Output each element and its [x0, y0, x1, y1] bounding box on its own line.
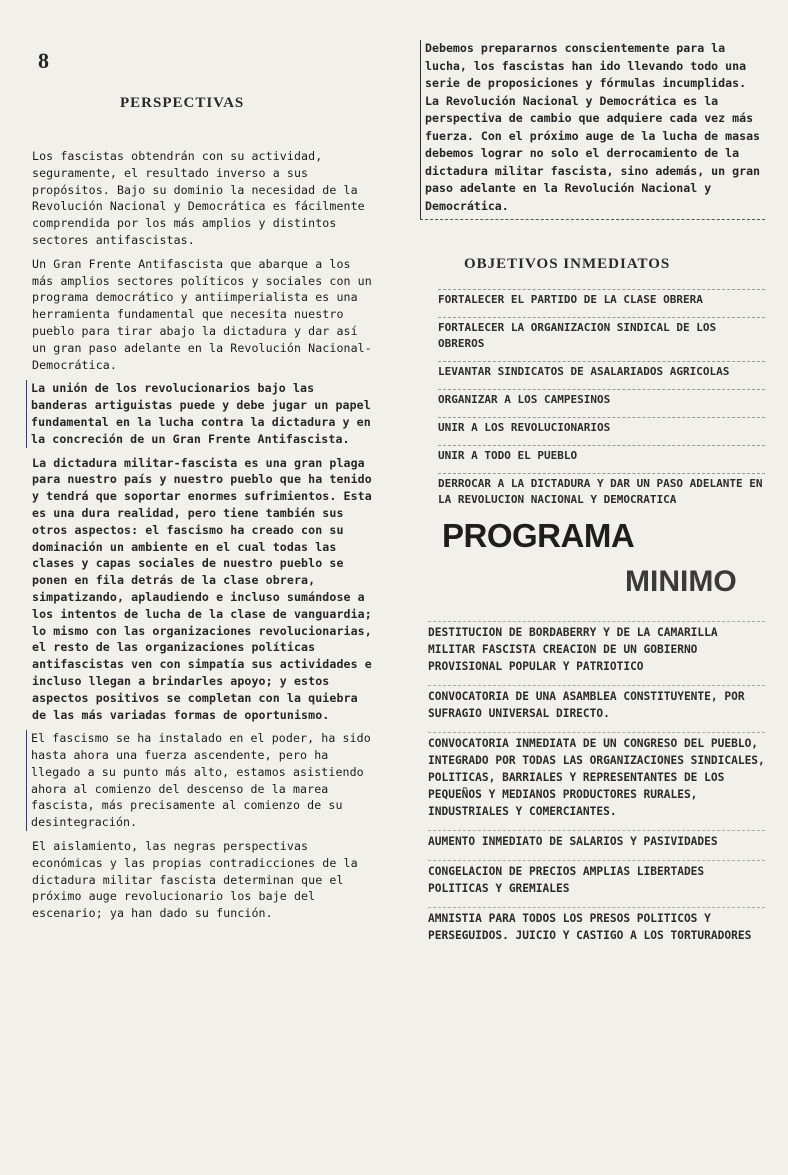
program-item: CONVOCATORIA DE UNA ASAMBLEA CONSTITUYENTE, POR SUFRAGIO UNIVERSAL DIRECTO. [428, 685, 765, 722]
objective-item: UNIR A TODO EL PUEBLO [438, 445, 765, 464]
objective-item: DERROCAR A LA DICTADURA Y DAR UN PASO ADELANTE EN LA REVOLUCION NACIONAL Y DEMOCRATICA [438, 473, 765, 508]
paragraph: El fascismo se ha instalado en el poder, ha sido hasta ahora una fuerza ascendente, pero ha llegado a su punto más alto, estamos asistiendo ahora al comienzo del descenso de la marea fascista, más precisamente al comienzo de su desintegración. [26, 730, 377, 831]
objective-item: FORTALECER LA ORGANIZACION SINDICAL DE LOS OBREROS [438, 317, 765, 352]
program-item: DESTITUCION DE BORDABERRY Y DE LA CAMARILLA MILITAR FASCISTA CREACION DE UN GOBIERNO PROVISIONAL POPULAR Y PATRIOTICO [428, 621, 765, 675]
objetivos-heading: OBJETIVOS INMEDIATOS [464, 256, 671, 272]
objective-item: FORTALECER EL PARTIDO DE LA CLASE OBRERA [438, 289, 765, 308]
continuation-paragraph: Debemos prepararnos conscientemente para la lucha, los fascistas han ido llevando todo una serie de proposiciones y fórmulas incumplidas. La Revolución Nacional y Democrática es la perspectiva de cambio que adquiere cada vez más fuerza. Con el próximo auge de la lucha de masas debemos lograr no solo el derrocamiento de la dictadura militar fascista, sino además, un gran paso adelante en la Revolución Nacional y Democrática. [425, 41, 761, 213]
program-item: CONVOCATORIA INMEDIATA DE UN CONGRESO DEL PUEBLO, INTEGRADO POR TODAS LAS ORGANIZACIONES SINDICALES, POLITICAS, BARRIALES Y REPRESENTANTES DE LOS PEQUEÑOS Y MEDIANOS PRODUCTORES RURALES, INDUSTRIALES Y COMERCIANTES. [428, 732, 765, 820]
objective-item: LEVANTAR SINDICATOS DE ASALARIADOS AGRICOLAS [438, 361, 765, 380]
paragraph: La unión de los revolucionarios bajo las banderas artiguistas puede y debe jugar un papel fundamental en la lucha contra la dictadura y en la concreción de un Gran Frente Antifascista. [26, 380, 377, 447]
perspectivas-heading: PERSPECTIVAS [120, 95, 245, 111]
programa-title: PROGRAMA [442, 517, 635, 554]
right-column [420, 40, 765, 954]
paragraph: El aislamiento, las negras perspectivas económicas y las propias contradicciones de la dictadura militar fascista determinan que el próximo auge revolucionario los baje del escenario; ya han dado su función. [32, 839, 358, 921]
program-list [420, 621, 765, 944]
left-column [32, 95, 377, 929]
objectives-list [420, 289, 765, 508]
minimo-subtitle: MINIMO [625, 565, 737, 598]
program-item: CONGELACION DE PRECIOS AMPLIAS LIBERTADES POLITICAS Y GREMIALES [428, 860, 765, 897]
page-number: 8 [38, 48, 49, 73]
program-item: AMNISTIA PARA TODOS LOS PRESOS POLITICOS Y PERSEGUIDOS. JUICIO Y CASTIGO A LOS TORTURADORES [428, 907, 765, 944]
continuation-block [420, 40, 765, 220]
objective-item: ORGANIZAR A LOS CAMPESINOS [438, 389, 765, 408]
paragraph: Los fascistas obtendrán con su actividad, seguramente, el resultado inverso a sus propósitos. Bajo su dominio la necesidad de la Revolución Nacional y Democrática es fácilmente comprendida por los más amplios y distintos sectores antifascistas. [32, 149, 365, 247]
program-item: AUMENTO INMEDIATO DE SALARIOS Y PASIVIDADES [428, 830, 765, 850]
objective-item: UNIR A LOS REVOLUCIONARIOS [438, 417, 765, 436]
paragraph: La dictadura militar-fascista es una gran plaga para nuestro país y nuestro pueblo que ha tenido y tendrá que soportar enormes sufrimientos. Esta es una dura realidad, pero tiene también sus otros aspectos: el fascismo ha creado con su dominación un ambiente en el cual todas las clases y capas sociales de nuestro pueblo se ponen en fila detrás de la clase obrera, simpatizando, aplaudiendo e incluso sumándose a los intentos de lucha de la clase de vanguardia; lo mismo con las organizaciones revolucionarias, el resto de las organizaciones políticas antifascistas ven con simpatía sus actividades e incluso llegan a brindarles apoyo; y estos aspectos positivos se completan con la quiebra de las más variadas formas de oportunismo. [32, 455, 372, 722]
paragraph: Un Gran Frente Antifascista que abarque a los más amplios sectores políticos y sociales con un programa democrático y antiimperialista es una herramienta fundamental que necesita nuestro pueblo para tirar abajo la dictadura y dar así un gran paso adelante en la Revolución Nacional-Democrática. [32, 256, 372, 372]
